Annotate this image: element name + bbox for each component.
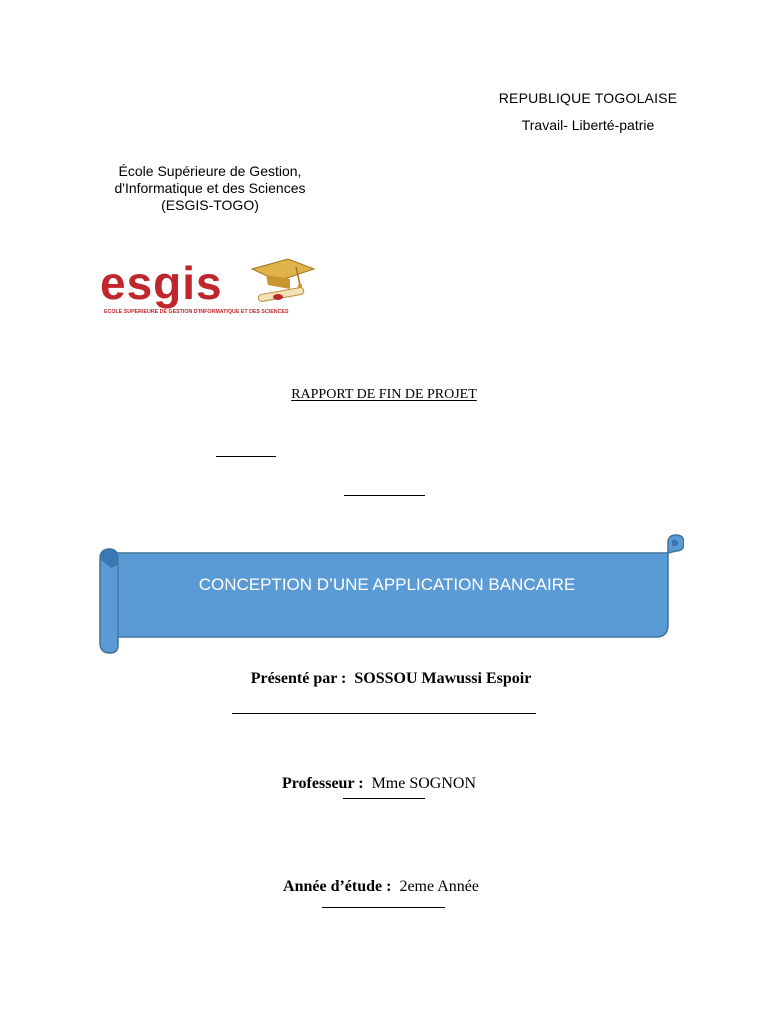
- horizontal-rule: [216, 456, 276, 457]
- presented-by-label: Présenté par :: [250, 670, 347, 687]
- report-title: RAPPORT DE FIN DE PROJET: [291, 387, 477, 402]
- horizontal-rule: [343, 798, 425, 799]
- esgis-logo: [100, 255, 320, 319]
- horizontal-rule: [344, 495, 425, 496]
- professor-label: Professeur :: [281, 775, 364, 792]
- esgis-tagline: ECOLE SUPERIEURE DE GESTION D'INFORMATIQUE ET DES SCIENCES: [104, 309, 289, 315]
- school-name-line-1: École Supérieure de Gestion,: [118, 163, 302, 179]
- banner-title: CONCEPTION D’UNE APPLICATION BANCAIRE: [198, 575, 576, 594]
- study-year-line: [0, 878, 762, 896]
- country-heading: REPUBLIQUE TOGOLAISE: [498, 90, 678, 106]
- esgis-wordmark: esgis: [100, 257, 223, 309]
- national-motto: Travail- Liberté-patrie: [521, 117, 655, 133]
- school-name-block: [0, 163, 420, 214]
- study-year-value: 2eme Année: [399, 878, 479, 895]
- presented-by-line: [0, 670, 768, 688]
- professor-line: [0, 775, 758, 793]
- presented-by-value: SOSSOU Mawussi Espoir: [354, 670, 532, 687]
- school-name-line-2: d'Informatique et des Sciences: [114, 180, 306, 196]
- study-year-label: Année d’étude :: [283, 878, 392, 895]
- horizontal-rule: [322, 907, 445, 908]
- horizontal-rule: [232, 713, 536, 714]
- graduation-cap-icon: [252, 259, 314, 302]
- school-name-line-3: (ESGIS-TOGO): [161, 197, 259, 213]
- professor-value: Mme SOGNON: [371, 775, 477, 792]
